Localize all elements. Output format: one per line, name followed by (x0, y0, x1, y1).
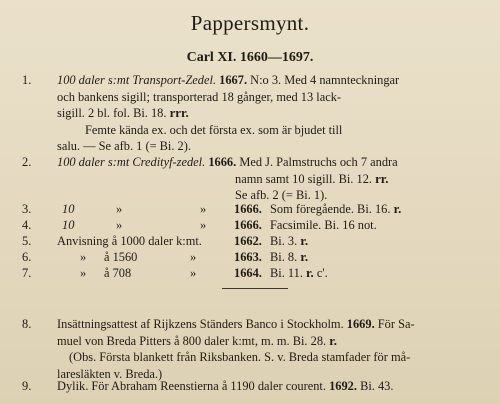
entry-note: (Obs. Första blankett från Riksbanken. S. v. Breda stamfader för må- (69, 350, 411, 364)
entry-note: laresläkten v. Breda.) (57, 366, 163, 381)
entry-note: Se afb. 2 (= Bi. 1). (235, 188, 328, 202)
entry-text: Anvisning å 1000 daler k:mt. (57, 234, 202, 248)
entry-text: Med J. Palmstruchs och 7 andra (239, 155, 398, 169)
denomination: 100 daler s:mt (57, 73, 130, 87)
entry-line: sigill. 2 bl. fol. Bi. 18. (57, 106, 167, 120)
entry-note: Femte kända ex. och det första ex. som är bjudet till (85, 122, 343, 137)
entry-1 (0, 72, 500, 156)
entry-6 (0, 249, 500, 266)
entry-7 (0, 265, 500, 282)
entry-suffix: c'. (316, 266, 328, 280)
entry-note: salu. — Se afb. 1 (= Bi. 2). (57, 139, 191, 153)
ditto-mark: » (116, 218, 123, 232)
section-divider (222, 288, 288, 289)
entry-line: muel von Breda Pitters å 800 daler k:mt, m. m. Bi. 28. (57, 333, 327, 348)
rarity-mark: r. (306, 266, 314, 280)
entry-9 (0, 378, 500, 395)
year: 1666. (234, 218, 262, 232)
year: 1666. (208, 155, 237, 169)
reign-heading: Carl XI. 1660—1697. (186, 50, 314, 65)
ditto-mark: » (80, 266, 87, 280)
ditto-mark: » (200, 218, 207, 232)
year: 1667. (219, 73, 248, 87)
entry-8 (0, 316, 500, 382)
entry-5 (0, 233, 500, 250)
entry-text: Facsimile. Bi. 16 not. (270, 218, 377, 232)
entry-number: 2. (22, 155, 32, 169)
entry-number: 6. (22, 250, 32, 264)
entry-number: 4. (22, 218, 32, 232)
denomination: 100 daler s:mt (57, 155, 130, 169)
entry-number: 8. (22, 317, 32, 331)
entry-2 (0, 154, 500, 206)
amount: å 1560 (104, 250, 138, 264)
rarity-mark: r. (300, 234, 309, 248)
year: 1692. (329, 379, 357, 393)
amount: å 708 (104, 266, 132, 280)
note-type: Credityf-zedel. (132, 155, 206, 169)
ditto-mark: » (200, 202, 207, 216)
entry-number: 1. (22, 73, 32, 87)
entry-number: 7. (22, 266, 32, 280)
rarity-mark: rrr. (169, 106, 189, 120)
entry-number: 5. (22, 234, 32, 248)
entry-3 (0, 201, 500, 218)
entry-text: Som föregående. Bi. 16. (270, 202, 391, 216)
year: 1662. (234, 234, 262, 248)
entry-body (57, 72, 493, 155)
page-title: Pappersmynt. (190, 11, 310, 35)
entry-number: 9. (22, 379, 32, 393)
year: 1666. (234, 202, 262, 216)
entry-4 (0, 217, 500, 234)
entry-text: Insättningsattest af Rijkzens Ständers Banco i Stockholm. (57, 317, 344, 331)
reference: Bi. 11. (270, 266, 303, 280)
year: 1663. (234, 250, 262, 264)
denomination: 10 (62, 218, 75, 232)
rarity-mark: r. (329, 333, 337, 348)
ditto-mark: » (190, 250, 197, 264)
entry-line: namn samt 10 sigill. Bi. 12. (235, 171, 372, 186)
note-type: Transport-Zedel. (132, 73, 217, 87)
rarity-mark: r. (300, 250, 309, 264)
ditto-mark: » (80, 250, 87, 264)
ditto-mark: » (190, 266, 197, 280)
rarity-mark: r. (393, 202, 402, 216)
reference: Bi. 3. (270, 234, 298, 248)
entry-body (57, 316, 493, 382)
entry-text: Dylik. För Abraham Reenstierna å 1190 daler courent. (57, 379, 326, 393)
year: 1669. (346, 317, 375, 331)
rarity-mark: rr. (375, 171, 389, 186)
ditto-mark: » (116, 202, 123, 216)
entry-body (57, 154, 493, 204)
entry-text: N:o 3. Med 4 namnteckningar (250, 73, 400, 87)
entry-number: 3. (22, 202, 32, 216)
reference: Bi. 43. (360, 379, 394, 393)
year: 1664. (234, 266, 262, 280)
entry-line: och bankens sigill; transporterad 18 gånger, med 13 lack- (57, 89, 342, 104)
denomination: 10 (62, 202, 75, 216)
entry-text: För Sa- (377, 317, 415, 331)
reference: Bi. 8. (270, 250, 298, 264)
